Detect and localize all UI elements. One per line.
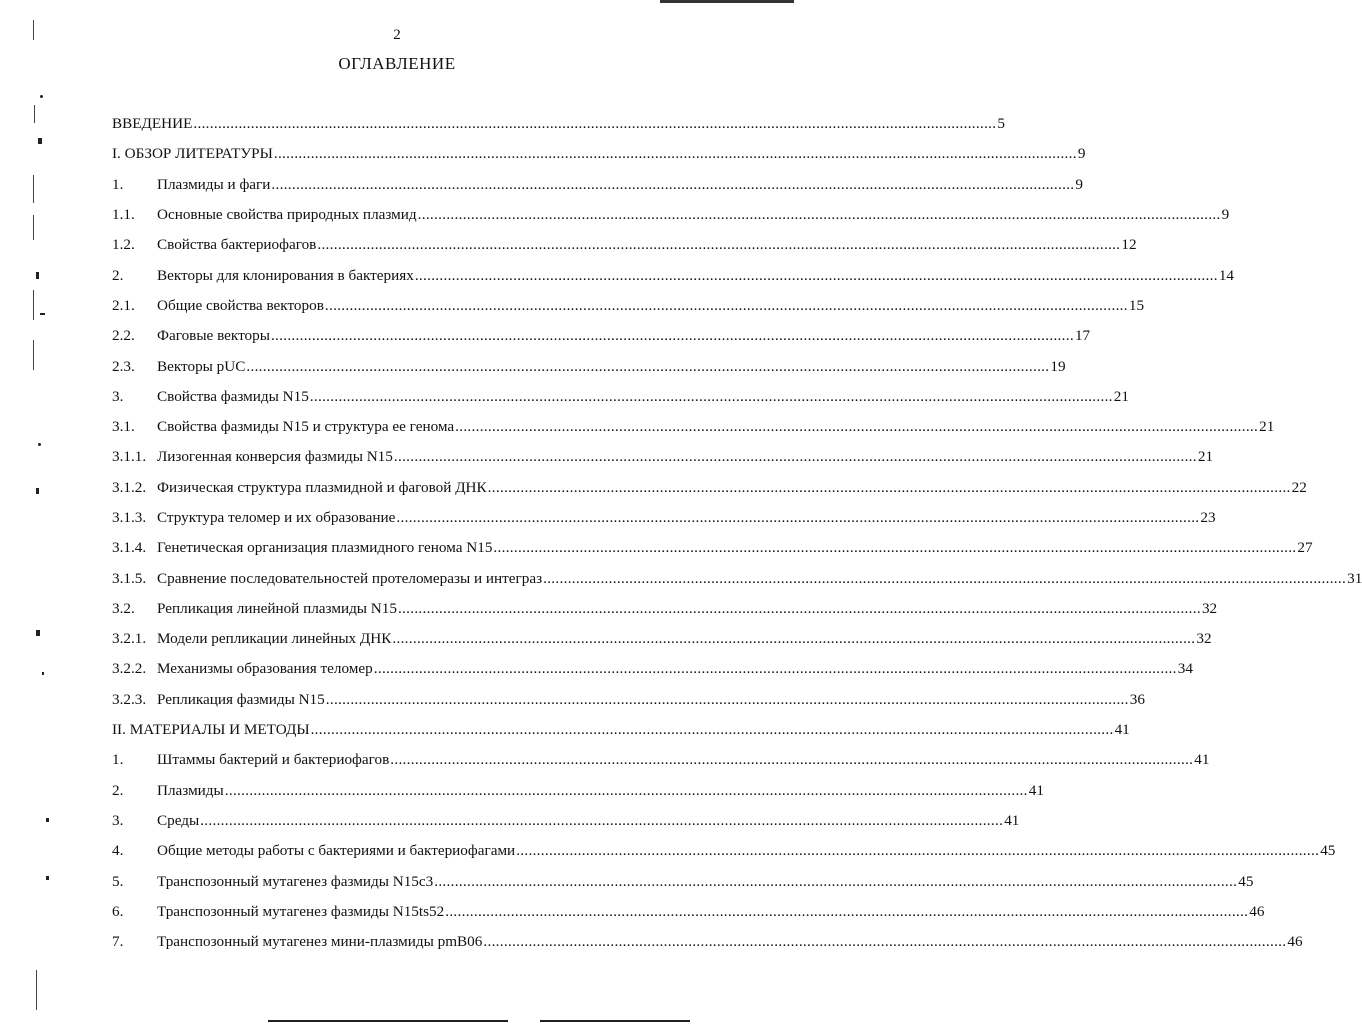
toc-entry-title: Свойства фазмиды N15 и структура ее генома — [157, 418, 455, 436]
toc-entry[interactable] — [112, 806, 1020, 836]
toc-entry-number: 3.1.4. — [112, 539, 147, 557]
toc-leader-dots — [374, 660, 1177, 678]
toc-leader-dots — [274, 145, 1077, 163]
toc-entry-title: Среды — [157, 811, 200, 829]
toc-leader-dots — [271, 327, 1074, 345]
toc-entry[interactable] — [112, 563, 1362, 593]
toc-entry-number: 1. — [112, 175, 124, 193]
toc-entry-number: 3.2.1. — [112, 630, 147, 648]
toc-entry[interactable] — [112, 533, 1313, 563]
toc-entry-title: Репликация линейной плазмиды N15 — [157, 599, 397, 617]
toc-entry-title: Лизогенная конверсия фазмиды N15 — [157, 448, 393, 466]
scan-artifact — [40, 95, 43, 98]
toc-entry[interactable] — [112, 473, 1307, 503]
page-number: 2 — [393, 27, 401, 43]
toc-entry[interactable] — [112, 321, 1091, 351]
toc-entry-number: 3.1.1. — [112, 448, 147, 466]
toc-entry-title: Фаговые векторы — [157, 327, 270, 345]
toc-entry[interactable] — [112, 351, 1066, 381]
toc-leader-dots — [493, 539, 1296, 557]
toc-leader-dots — [225, 782, 1028, 800]
toc-entry-number: 3.2.2. — [112, 660, 147, 678]
toc-entry-title: Векторы pUC — [157, 357, 246, 375]
toc-entry-page: 34 — [1177, 660, 1193, 678]
scan-artifact — [36, 970, 37, 1010]
toc-entry-page: 27 — [1297, 539, 1313, 557]
toc-leader-dots — [418, 206, 1221, 224]
toc-entry-title: Свойства фазмиды N15 — [157, 387, 309, 405]
toc-entry-number: 3. — [112, 387, 124, 405]
toc-entry[interactable] — [112, 382, 1129, 412]
toc-leader-dots — [271, 176, 1074, 194]
toc-entry-page: 12 — [1121, 236, 1137, 254]
toc-leader-dots — [390, 751, 1193, 769]
scan-artifact — [46, 818, 49, 822]
toc-leader-dots — [398, 600, 1201, 618]
toc-entry-page: 46 — [1287, 933, 1303, 951]
toc-entry[interactable] — [112, 897, 1265, 927]
toc-leader-dots — [193, 115, 996, 133]
toc-entry-number: 2.2. — [112, 327, 135, 345]
toc-entry[interactable] — [112, 412, 1275, 442]
toc-entry[interactable] — [112, 503, 1216, 533]
page-title: ОГЛАВЛЕНИЕ — [338, 54, 456, 73]
toc-entry-number: 5. — [112, 872, 124, 890]
bottom-rule — [540, 1020, 690, 1022]
toc-entry-page: 21 — [1113, 387, 1129, 405]
toc-entry-number: 3.1.2. — [112, 478, 147, 496]
toc-entry-page: 41 — [1028, 781, 1044, 799]
toc-entry[interactable] — [112, 109, 1005, 139]
toc-entry-page: 23 — [1200, 509, 1216, 526]
toc-entry-number: 3. — [112, 811, 124, 829]
toc-entry-page: 36 — [1129, 690, 1145, 708]
toc-entry[interactable] — [112, 715, 1130, 745]
toc-entry-title: Транспозонный мутагенез мини-плазмиды pmB06 — [157, 933, 483, 951]
toc-entry-page: 21 — [1259, 418, 1275, 436]
toc-entry[interactable] — [112, 624, 1212, 654]
scan-artifact — [33, 215, 34, 240]
toc-entry-page: 41 — [1004, 811, 1020, 829]
toc-entry-number: 3.1. — [112, 418, 135, 436]
toc-leader-dots — [445, 903, 1248, 921]
toc-entry-number: 2.3. — [112, 357, 135, 375]
toc-entry[interactable] — [112, 230, 1137, 260]
toc-entry[interactable] — [112, 776, 1044, 806]
toc-leader-dots — [311, 721, 1114, 739]
scan-artifact — [34, 105, 35, 123]
toc-entry-number: 2. — [112, 266, 124, 284]
scan-artifact — [33, 20, 34, 40]
toc-entry-page: 45 — [1320, 842, 1336, 860]
toc-entry-title: Плазмиды — [157, 781, 224, 799]
toc-entry-title: Физическая структура плазмидной и фаговой ДНК — [157, 478, 487, 496]
toc-entry-title: I. ОБЗОР ЛИТЕРАТУРЫ — [112, 145, 273, 163]
scan-artifact — [38, 443, 41, 446]
toc-entry-page: 41 — [1194, 751, 1210, 769]
toc-entry[interactable] — [112, 260, 1234, 290]
toc-entry[interactable] — [112, 654, 1193, 684]
toc-entry-title: Механизмы образования теломер — [157, 660, 373, 678]
toc-entry-title: Транспозонный мутагенез фазмиды N15c3 — [157, 872, 434, 890]
toc-entry-title: Сравнение последовательностей протеломеразы и интеграз — [157, 569, 543, 587]
toc-entry-number: 1.2. — [112, 236, 135, 254]
toc-entry-title: Штаммы бактерий и бактериофагов — [157, 751, 390, 769]
toc-entry-title: Общие методы работы с бактериями и бактериофагами — [157, 842, 516, 860]
toc-entry-page: 9 — [1221, 206, 1230, 224]
toc-entry[interactable] — [112, 685, 1145, 715]
toc-entry-page: 32 — [1201, 599, 1218, 617]
toc-entry-title: Репликация фазмиды N15 — [157, 690, 325, 708]
scan-edge-bar — [660, 0, 794, 3]
toc-entry-title: Генетическая организация плазмидного генома N15 — [157, 539, 493, 557]
toc-entry-number: 1.1. — [112, 206, 135, 224]
toc-entry-page: 31 — [1347, 569, 1362, 587]
scan-artifact — [33, 290, 34, 320]
toc-entry[interactable] — [112, 200, 1230, 230]
toc-entry[interactable] — [112, 745, 1210, 775]
toc-leader-dots — [394, 448, 1197, 466]
toc-entry[interactable] — [112, 170, 1083, 200]
toc-leader-dots — [317, 236, 1120, 254]
toc-entry-title: Основные свойства природных плазмид — [157, 206, 417, 224]
toc-entry[interactable] — [112, 866, 1254, 896]
toc-entry-page: 19 — [1050, 357, 1066, 375]
toc-entry-number: 2. — [112, 781, 124, 799]
toc-leader-dots — [415, 267, 1218, 285]
toc-entry-number: 3.2.3. — [112, 690, 147, 708]
scan-artifact — [42, 672, 44, 675]
toc-leader-dots — [396, 509, 1199, 527]
toc-entry-number: 4. — [112, 842, 124, 860]
toc-leader-dots — [325, 297, 1128, 315]
scan-artifact — [33, 175, 34, 203]
toc-entry[interactable] — [112, 836, 1336, 866]
toc-entry-page: 45 — [1238, 872, 1254, 890]
toc-entry-page: 15 — [1128, 296, 1145, 314]
toc-entry-page: 17 — [1074, 327, 1091, 345]
toc-entry[interactable] — [112, 291, 1145, 321]
table-of-contents — [112, 109, 1362, 957]
toc-entry-page: 14 — [1218, 266, 1234, 284]
toc-leader-dots — [434, 873, 1237, 891]
scan-artifact — [46, 876, 49, 880]
toc-entry-number: 1. — [112, 751, 124, 769]
scan-artifact — [36, 630, 40, 636]
toc-leader-dots — [543, 570, 1346, 588]
toc-entry-page: 9 — [1075, 175, 1083, 193]
toc-leader-dots — [200, 812, 1003, 830]
toc-entry-number: 2.1. — [112, 296, 135, 314]
toc-entry-number: 3.1.5. — [112, 569, 147, 587]
toc-entry-title: Транспозонный мутагенез фазмиды N15ts52 — [157, 902, 445, 920]
toc-entry-page: 32 — [1196, 630, 1212, 648]
scan-artifact — [33, 340, 34, 370]
toc-entry-page: 5 — [997, 115, 1005, 133]
toc-entry-title: Структура теломер и их образование — [157, 509, 396, 526]
toc-entry-page: 9 — [1077, 145, 1086, 163]
toc-entry[interactable] — [112, 594, 1218, 624]
toc-entry-title: Плазмиды и фаги — [157, 175, 271, 193]
toc-entry-title: ВВЕДЕНИЕ — [112, 115, 193, 133]
toc-leader-dots — [310, 388, 1113, 406]
toc-entry-page: 21 — [1197, 448, 1214, 466]
toc-entry[interactable] — [112, 442, 1214, 472]
toc-entry-title: Свойства бактериофагов — [157, 236, 317, 254]
toc-entry-title: Модели репликации линейных ДНК — [157, 630, 392, 648]
toc-leader-dots — [326, 691, 1129, 709]
scan-artifact — [40, 313, 45, 315]
toc-entry[interactable] — [112, 927, 1303, 957]
toc-leader-dots — [488, 479, 1291, 497]
toc-entry-number: 7. — [112, 933, 124, 951]
toc-entry-title: II. МАТЕРИАЛЫ И МЕТОДЫ — [112, 721, 310, 739]
toc-entry-page: 46 — [1249, 902, 1265, 920]
toc-entry-title: Векторы для клонирования в бактериях — [157, 266, 414, 284]
toc-entry[interactable] — [112, 139, 1086, 169]
scan-artifact — [38, 138, 42, 144]
toc-entry-number: 3.2. — [112, 599, 135, 617]
toc-leader-dots — [246, 358, 1049, 376]
toc-leader-dots — [455, 418, 1258, 436]
scan-artifact — [36, 488, 39, 494]
toc-entry-number: 6. — [112, 902, 124, 920]
scan-artifact — [36, 272, 39, 279]
toc-leader-dots — [483, 933, 1286, 951]
toc-leader-dots — [392, 630, 1195, 648]
toc-entry-title: Общие свойства векторов — [157, 296, 324, 314]
bottom-rule — [268, 1020, 508, 1022]
toc-leader-dots — [516, 842, 1319, 860]
toc-entry-page: 22 — [1291, 478, 1307, 496]
toc-entry-number: 3.1.3. — [112, 509, 147, 526]
toc-entry-page: 41 — [1114, 721, 1130, 739]
